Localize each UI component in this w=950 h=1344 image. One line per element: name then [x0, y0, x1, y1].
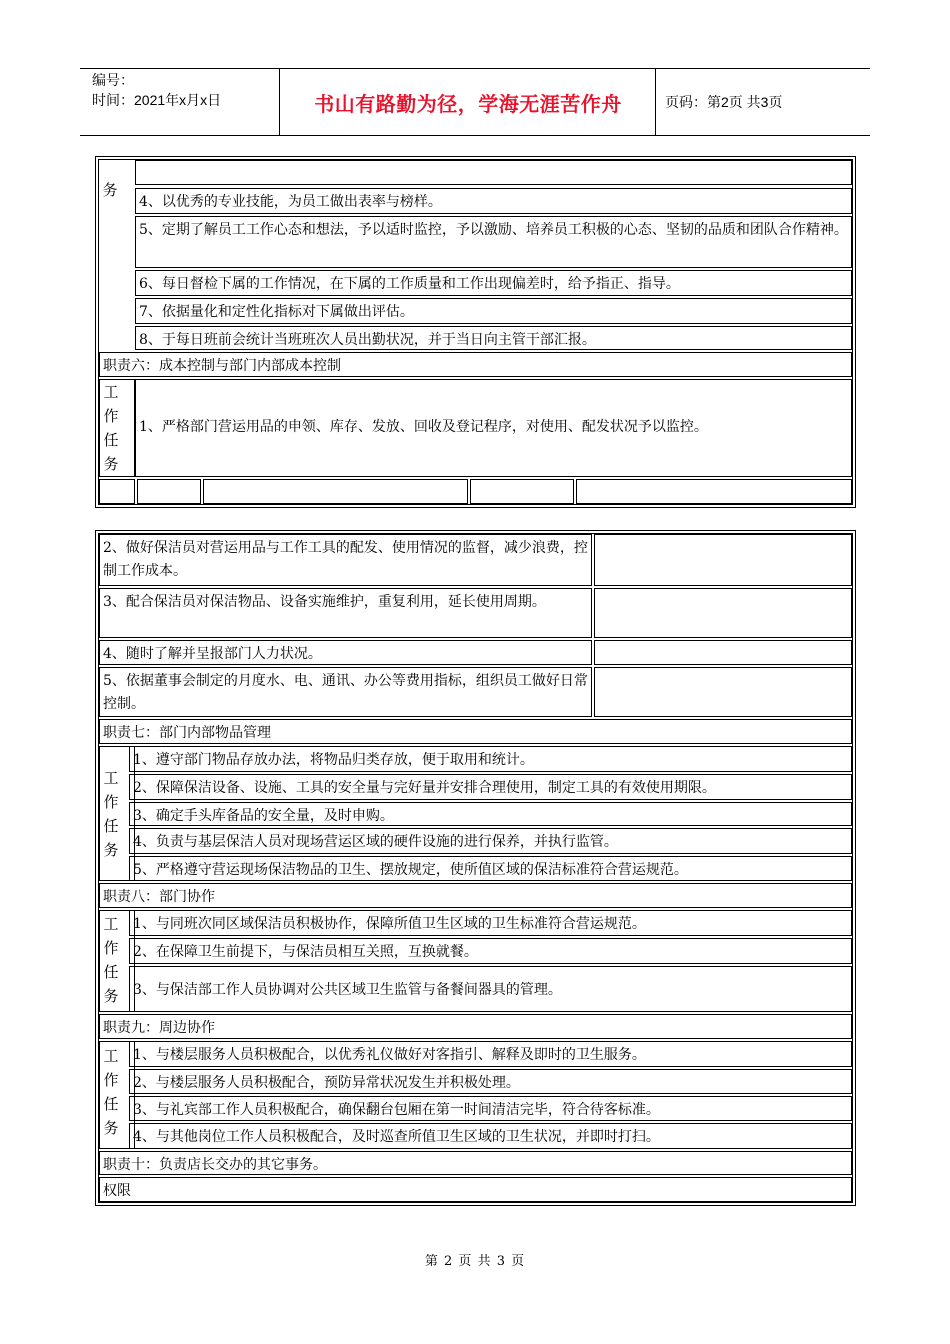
duty-8-task-3-text: 3、与保洁部工作人员协调对公共区域卫生监管与备餐间器具的管理。	[133, 982, 562, 998]
duty-8-heading: 职责八：部门协作	[99, 883, 852, 908]
table1-row-8: 8、于每日班前会统计当班班次人员出勤状况，并于当日向主管干部汇报。	[135, 326, 852, 350]
duty-9-task-1: 1、与楼层服务人员积极配合，以优秀礼仪做好对客指引、解释及即时的卫生服务。	[129, 1041, 852, 1067]
cost-row-2: 2、做好保洁员对营运用品与工作工具的配发、使用情况的监督，减少浪费，控制工作成本。	[99, 534, 592, 586]
authority-heading: 权限	[99, 1177, 852, 1202]
duty-7-task-1: 1、遵守部门物品存放办法，将物品归类存放，便于取用和统计。	[129, 746, 852, 772]
duty-10-heading: 职责十：负责店长交办的其它事务。	[99, 1151, 852, 1175]
duty-8-side-label: 工作任务	[103, 915, 119, 1005]
table1-empty-cell-3	[203, 479, 468, 504]
duty-9-side-label: 工作任务	[103, 1047, 119, 1137]
header-number: 编号：	[92, 72, 134, 88]
duty-7-task-3: 3、确定手头库备品的安全量，及时申购。	[129, 802, 852, 826]
duty-9-task-3: 3、与礼宾部工作人员积极配合，确保翻台包厢在第一时间清洁完毕，符合待客标准。	[129, 1096, 852, 1121]
header-motto: 书山有路勤为径，学海无涯苦作舟	[314, 92, 622, 116]
cost-row-2-blank	[594, 534, 852, 586]
duty-7-task-4: 4、负责与基层保洁人员对现场营运区域的硬件设施的进行保养，并执行监管。	[129, 828, 852, 854]
table-duties-part2	[98, 533, 853, 1203]
table-duties-part1	[98, 159, 853, 505]
header-divider-right	[655, 68, 656, 136]
header-meta	[92, 70, 221, 110]
cost-row-3-blank	[594, 588, 852, 638]
duty-7-task-5: 5、严格遵守营运现场保洁物品的卫生、摆放规定，使所值区域的保洁标准符合营运规范。	[129, 856, 852, 881]
table1-empty-cell-2	[137, 479, 201, 504]
header-page-number: 页码：第2页 共3页	[665, 94, 783, 110]
duty-6-task-1	[135, 379, 852, 477]
table1-empty-cell-5	[576, 479, 852, 504]
duty-6-heading: 职责六：成本控制与部门内部成本控制	[99, 352, 852, 377]
table1-side-label-top: 务	[102, 181, 118, 199]
table1-empty-cell-1	[99, 479, 135, 504]
duty-6-side-text: 工作任务	[103, 383, 119, 473]
table1-empty-row	[135, 160, 852, 185]
duty-7-task-2: 2、保障保洁设备、设施、工具的安全量与完好量并安排合理使用，制定工具的有效使用期限。	[129, 774, 852, 800]
duty-6-side-label	[102, 380, 120, 476]
header-divider-left	[279, 68, 280, 136]
cost-row-3: 3、配合保洁员对保洁物品、设备实施维护，重复利用，延长使用周期。	[99, 588, 592, 638]
page-footer: 第 2 页 共 3 页	[424, 1254, 526, 1269]
duty-8-task-1: 1、与同班次同区域保洁员积极协作，保障所值卫生区域的卫生标准符合营运规范。	[129, 910, 852, 936]
table1-row-7: 7、依据量化和定性化指标对下属做出评估。	[135, 298, 852, 324]
header-time: 时间：2021年x月x日	[92, 92, 222, 108]
duty-9-heading: 职责九：周边协作	[99, 1014, 852, 1039]
cost-row-5-blank	[594, 667, 852, 717]
duty-8-task-2: 2、在保障卫生前提下，与保洁员相互关照，互换就餐。	[129, 938, 852, 964]
duty-6-task-1-text: 1、严格部门营运用品的申领、库存、发放、回收及登记程序，对使用、配发状况予以监控。	[139, 419, 708, 435]
cost-row-4: 4、随时了解并呈报部门人力状况。	[99, 640, 592, 665]
table1-row-6: 6、每日督检下属的工作情况，在下属的工作质量和工作出现偏差时，给予指正、指导。	[135, 270, 852, 296]
header-bottom-rule	[80, 135, 870, 136]
header-top-rule	[80, 68, 870, 69]
duty-8-task-3	[129, 966, 852, 1012]
duty-9-task-4: 4、与其他岗位工作人员积极配合，及时巡查所值卫生区域的卫生状况，并即时打扫。	[129, 1123, 852, 1149]
table1-row-4: 4、以优秀的专业技能，为员工做出表率与榜样。	[135, 188, 852, 214]
table1-row-5: 5、定期了解员工工作心态和想法，予以适时监控，予以激励、培养员工积极的心态、坚韧的品质和团队合作精神。	[135, 216, 852, 268]
cost-row-4-blank	[594, 640, 852, 665]
table1-empty-cell-4	[470, 479, 574, 504]
cost-row-5: 5、依据董事会制定的月度水、电、通讯、办公等费用指标，组织员工做好日常控制。	[99, 667, 592, 717]
duty-9-task-2: 2、与楼层服务人员积极配合，预防异常状况发生并积极处理。	[129, 1069, 852, 1094]
duty-7-heading: 职责七：部门内部物品管理	[99, 719, 852, 744]
duty-7-side-label: 工作任务	[103, 769, 119, 859]
